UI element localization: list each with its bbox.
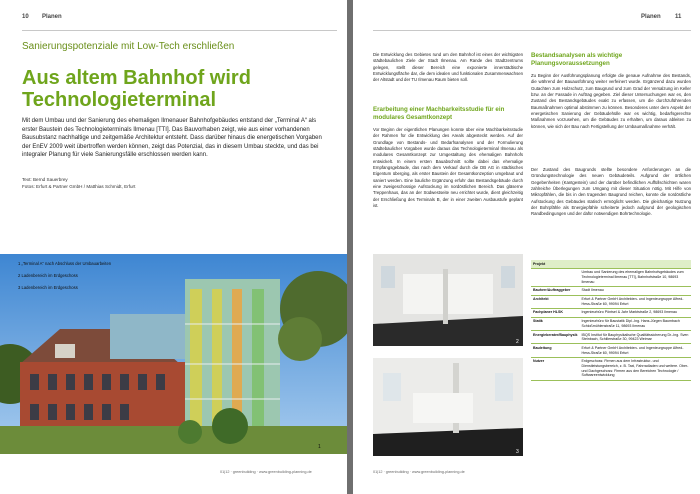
article-lead: Mit dem Umbau und der Sanierung des ehemaligen Ilmenauer Bahnhofgebäudes entstand der „Terminal A“ als erster Baustein des Technologieterminals Ilmenau [TTI]. Das Bauvorhaben zeigt, wie aus einer vorhandenen Bausubstanz nachhaltige und zeitgemäße Architektur entsteht. Dass darüber hinaus die energetischen Vorgaben der EnEV 2009 weit übertroffen werden können, zeigt das Potenzial, das in diesem Umbau steckte, und das bei integraler Planung für viele Sanierungsfälle erschlossen werden kann.	[22, 118, 322, 159]
photo-captions	[18, 258, 111, 294]
photo-number-3: 3	[516, 449, 519, 455]
right-footer: 01|12 · greenbuilding · www.greenbuilding-planning.de	[373, 470, 465, 474]
table-row: Umbau und Sanierung des ehemaligen Bahnhofsgebäudes zum Technologieterminal Ilmenau [TTI], Bahnhofstraße 10, 98693 Ilmenau	[531, 268, 691, 286]
interior-photo-3	[373, 358, 523, 456]
table-row: Bauleitung Erfurt & Partner GmbH Architekten- und Ingenieurgruppe Alfred-Hess-Straße 60, 99094 Erfurt	[531, 344, 691, 357]
article-title: Aus altem Bahnhof wird Technologieterminal	[22, 67, 251, 111]
caption-1: 1 „Terminal A“ nach Abschluss der Umbauarbeiten	[18, 261, 112, 266]
table-row: Fachplaner HLSK Ingenieurbüro Pöntsel & Jahr Marktstraße 2, 98693 Ilmenau	[531, 308, 691, 317]
project-data-table	[531, 260, 691, 381]
photo-number-1: 1	[318, 444, 321, 450]
caption-2: 2 Ladenbereich im Erdgeschoss	[18, 273, 78, 278]
table-row: Statik Ingenieurbüro für Baustatik Dipl.-Ing. Hans-Jürgen Baumbach Schloßmühlenstraße 11, 98693 Ilmenau	[531, 317, 691, 330]
column-2-body: Zu Beginn der Ausführungsplanung erfolgte die genaue Aufnahme des Bestands, die während der Bauausführung weiter verfeinert wurde. Ergänzend dazu wurden Gutachten zum Holzschutz, zum Baugrund und zum Grad der Versalzung im Keller bzw. an der Fassade in Auftrag gegeben. Ziel dieser Untersuchungen war es, den Zustand des Bestandsgebäudes exakt zu erfassen, um die durchzuführenden Baumaßnahmen optimal abstimmen zu können. Besonderes unter dem Aspekt der energetischen Sanierung der Gebäudehülle war es wichtig, bedarfsgerechte Maßnahmen vorzusehen, um die Gebäudes zu erhalten, um daraus ableiten zu können, wie sich der Bau nach Fertigstellung der Umbaumaßnahme verhält.	[531, 73, 691, 129]
article-credits	[22, 176, 135, 190]
left-page	[0, 0, 347, 494]
table-row: Projekt	[531, 260, 691, 268]
text-credit: Text: Bernd Sauerbrey	[22, 177, 68, 182]
left-section-label: Planen	[42, 14, 62, 20]
left-header-rule	[22, 30, 337, 31]
right-page	[353, 0, 700, 494]
left-page-number: 10	[22, 14, 29, 20]
article-kicker: Sanierungspotenziale mit Low-Tech erschließen	[22, 41, 235, 52]
left-footer: 01|12 · greenbuilding · www.greenbuilding-planning.de	[220, 470, 312, 474]
subhead-feasibility-study: Erarbeitung einer Machbarkeitsstudie für ein modulares Gesamtkonzept	[373, 106, 505, 121]
column-1-intro: Die Entwicklung des Gebietes rund um den Bahnhof ist eines der wichtigsten städtebaulichen Ziele der Stadt Ilmenau. Am Rande des Stadtzentrums gelegen, stellt dieser Bereich eine exponierte innerstädtische Entwicklungsfläche dar, die dem idealen und funktionalen Zusammenwachsen der Altstadt und der TU Ilmenau Raum bieten soll.	[373, 52, 523, 83]
caption-3: 3 Ladenbereich im Erdgeschoss	[18, 285, 78, 290]
table-row: Bauherr/Auftraggeber Stadt Ilmenau	[531, 286, 691, 295]
table-row: Architekt Erfurt & Partner GmbH Architekten- und Ingenieurgruppe Alfred-Hess-Straße 60, 99094 Erfurt	[531, 295, 691, 308]
right-header-rule	[373, 30, 691, 31]
right-section-label: Planen	[641, 14, 661, 20]
table-row: Nutzer Erdgeschoss: Firmen aus dem Infrastruktur- und Dienstleistungsbereich, z. B. Taxi, Fahrradladen und weitere. Ober- und Dachgeschoss: Firmen aus den Bereichen Technologie / Softwareentwicklung	[531, 357, 691, 380]
column-1-body: Vor Beginn der eigentlichen Planungen konnte über eine Machbarkeitsstudie der Rahmen für die Entwicklung des Areals abgesteckt werden. Auf der Grundlage von Bestands- und Bedarfsanalysen und der Formulierung städtebaulicher Vorgaben wurde daraus das Technologieterminal Ilmenau als modulares Gesamtkonzept zur Umgestaltung des ehemaligen Bahnhofs entwickelt. In einem ersten Bauabschnitt sollte dabei das ehemalige Empfangsgebäude, das nach dem Verkauf durch die DB AG in städtisches Eigentum überging, als erster Baustein der Gesamtkonzeption umgebaut und saniert werden. Eine bauliche Ergänzung erfuhr das Bestandsgebäude durch eine zweigeschossige Aufstockung im nordöstlichen Bereich. Das gläserne Treppenhaus, das an der Südwestseite neu errichtet wurde, dient gleichzeitig der Erschließung des Terminals B, der in einer zweiten Ausbaustufe geplant ist.	[373, 127, 523, 209]
subhead-inventory-analysis: Bestandsanalysen als wichtige Planungsvoraussetzungen	[531, 52, 623, 67]
interior-photo-2	[373, 254, 523, 346]
table-row: Energieberater/Bauphysik IBQS Institut für Bauphysikalische Qualitätssicherung Dr.-Ing. Sven Steinbach, Schillerstraße 30, 99423 Weimar	[531, 331, 691, 344]
column-2-body-2: Der Zustand des Baugrunds stellte besondere Anforderungen an die Gründungstechnologie des neuen Gebäudeteils. Aufgrund der örtlichen Gegebenheiten (Kantgestein) und der darüber befindlichen Auffüllschichten waren zahlreiche Überlegungen zum Umgang mit dieser Situation nötig. Mit Hilfe von Mikropfählen, die bis in den tragenden Baugrund reichen, konnte die nordöstliche Aufstockung des Gebäudes statisch ermöglicht werden. Die gleichartige Nutzung der Bohrpfähle als Energiepfähle scheiterte jedoch aufgrund der geologischen Randbedingungen und der dafür notwendigen Bohrtechnologie.	[531, 167, 691, 217]
photo-number-2: 2	[516, 339, 519, 345]
photo-credit: Fotos: Erfurt & Partner GmbH / Matthias Schmidt, Erfurt	[22, 184, 136, 189]
right-page-number: 11	[675, 14, 682, 20]
